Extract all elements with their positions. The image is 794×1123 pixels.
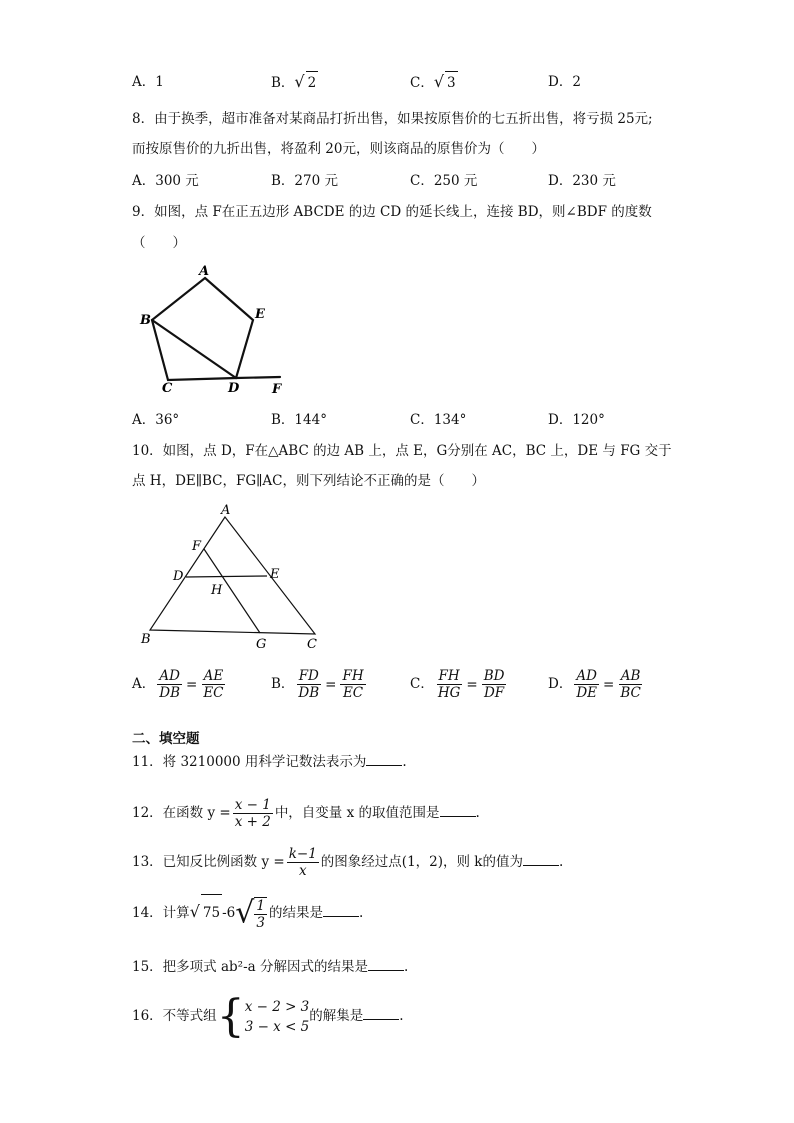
q9-options <box>132 409 692 433</box>
q10-option-b: B． $\frac{FD}{DB}$ = $\frac{FH}{EC}$ <box>271 668 364 701</box>
q8-option-a: A．300 元 <box>132 173 199 189</box>
q16: 16．不等式组{ x − 2 > 3 3 − x < 5 的解集是 . <box>132 990 404 1042</box>
q9-option-d: D．120° <box>548 412 605 428</box>
segment-de <box>186 576 267 577</box>
q8-options <box>132 170 692 194</box>
answer-blank[interactable] <box>366 751 402 766</box>
label-f: F <box>272 382 282 397</box>
q10-option-a: A． $\frac{AD}{DB}$ = $\frac{AE}{EC}$ <box>132 668 224 701</box>
q15: 15．把多项式 ab²-a 分解因式的结果是 . <box>132 956 408 977</box>
q12: 12．在函数 y = $\frac{x - 1}{x + 2}$ 中，自变量 x 的取值范围是 . <box>132 797 480 830</box>
answer-blank[interactable] <box>363 1005 399 1020</box>
answer-blank[interactable] <box>523 851 559 866</box>
label-e: E <box>270 567 280 582</box>
label-g: G <box>256 637 267 652</box>
extension-df <box>236 377 280 378</box>
label-a: A <box>221 503 231 518</box>
q10-line2: 点 H，DE∥BC，FG∥AC，则下列结论不正确的是（ ） <box>132 473 485 489</box>
q7-option-d: D．2 <box>548 74 581 90</box>
label-d: D <box>228 381 240 396</box>
pentagon-abcde <box>152 278 253 380</box>
answer-blank[interactable] <box>323 902 359 917</box>
label-c: C <box>162 381 173 396</box>
answer-blank[interactable] <box>440 802 476 817</box>
q9-option-a: A．36° <box>132 412 180 428</box>
label-f: F <box>192 539 202 554</box>
q7-option-c: C．√ 3 <box>410 71 458 94</box>
q8-line2: 而按原售价的九折出售，将盈利 20元，则该商品的原售价为（ ） <box>132 141 545 157</box>
q7-options <box>132 71 692 95</box>
q9-line1: 9．如图，点 F在正五边形 ABCDE 的边 CD 的延长线上，连接 BD，则∠BDF 的度数 <box>132 204 652 220</box>
pentagon-figure <box>130 258 300 403</box>
label-a: A <box>199 264 210 279</box>
q8-option-c: C．250 元 <box>410 173 478 189</box>
label-c: C <box>307 637 317 652</box>
label-h: H <box>211 583 223 598</box>
triangle-figure <box>135 500 335 655</box>
label-e: E <box>255 307 265 322</box>
label-d: D <box>173 569 184 584</box>
q8-line1: 8．由于换季，超市准备对某商品打折出售，如果按原售价的七五折出售，将亏损 25元; <box>132 111 653 127</box>
label-b: B <box>141 632 151 647</box>
q9-option-b: B．144° <box>271 412 327 428</box>
q11: 11．将 3210000 用科学记数法表示为 . <box>132 751 407 772</box>
q8-option-d: D．230 元 <box>548 173 616 189</box>
q7-option-a: A．1 <box>132 74 164 90</box>
q10-option-c: C． $\frac{FH}{HG}$ = $\frac{BD}{DF}$ <box>410 668 505 701</box>
q14: 14．计算√ 75 -6√ $\frac{1}{3}$ 的结果是 . <box>132 895 364 931</box>
q9-option-c: C．134° <box>410 412 467 428</box>
q9-line2: （ ） <box>132 235 186 251</box>
q8-option-b: B．270 元 <box>271 173 338 189</box>
answer-blank[interactable] <box>368 956 404 971</box>
q10-option-d: D． $\frac{AD}{DE}$ = $\frac{AB}{BC}$ <box>548 668 641 701</box>
q7-option-b: B．√ 2 <box>271 71 318 94</box>
q10-options <box>132 664 692 704</box>
section-fill-in-title: 二、填空题 <box>132 731 200 747</box>
q13: 13．已知反比例函数 y = $\frac{k-1}{x}$ 的图象经过点(1，2)，则 k的值为 . <box>132 846 564 879</box>
label-b: B <box>140 313 151 328</box>
q10-line1: 10．如图，点 D，F在△ABC 的边 AB 上，点 E，G分别在 AC，BC 上，DE 与 FG 交于 <box>132 443 672 459</box>
